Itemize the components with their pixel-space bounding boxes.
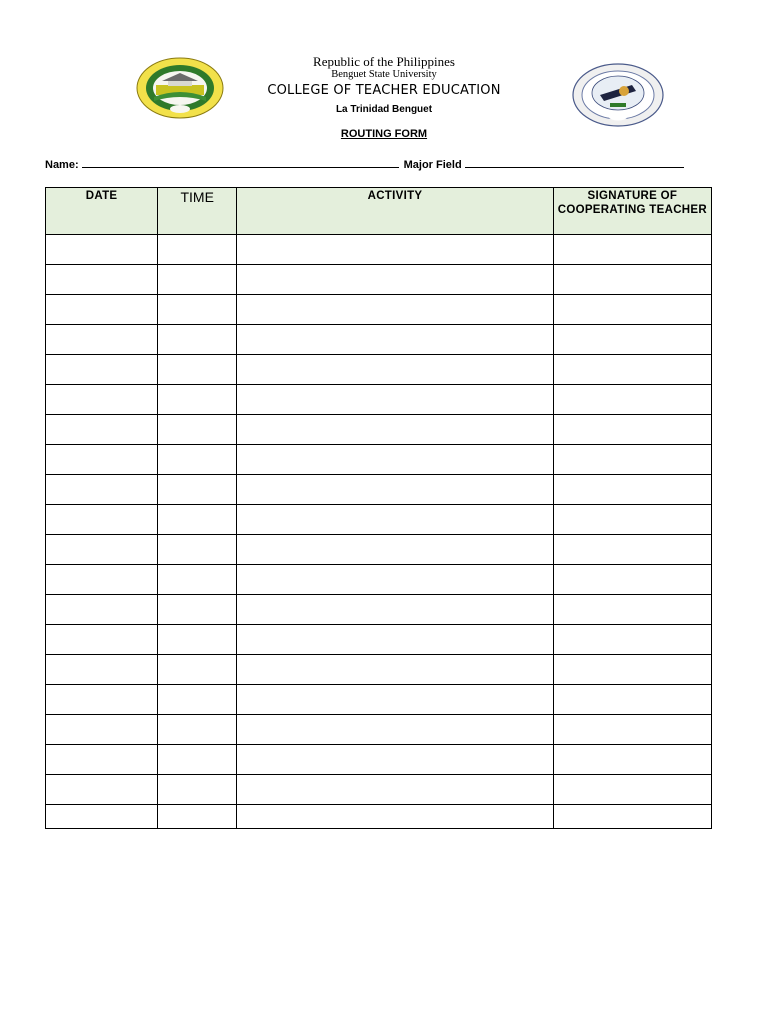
time-cell[interactable] bbox=[158, 355, 237, 385]
date-cell[interactable] bbox=[46, 655, 158, 685]
time-cell[interactable] bbox=[158, 325, 237, 355]
signature-cell[interactable] bbox=[553, 535, 711, 565]
activity-cell[interactable] bbox=[237, 415, 553, 445]
table-row bbox=[46, 565, 712, 595]
time-cell[interactable] bbox=[158, 805, 237, 829]
time-column-header: TIME bbox=[158, 188, 237, 235]
date-cell[interactable] bbox=[46, 625, 158, 655]
college-name: COLLEGE OF TEACHER EDUCATION bbox=[267, 83, 501, 98]
time-cell[interactable] bbox=[158, 625, 237, 655]
date-cell[interactable] bbox=[46, 385, 158, 415]
table-header-row bbox=[46, 188, 712, 235]
date-cell[interactable] bbox=[46, 685, 158, 715]
date-cell[interactable] bbox=[46, 775, 158, 805]
name-major-line bbox=[45, 157, 705, 171]
table-row bbox=[46, 385, 712, 415]
signature-column-header: SIGNATURE OF COOPERATING TEACHER bbox=[553, 188, 711, 235]
signature-cell[interactable] bbox=[553, 565, 711, 595]
signature-cell[interactable] bbox=[553, 775, 711, 805]
time-cell[interactable] bbox=[158, 385, 237, 415]
activity-cell[interactable] bbox=[237, 805, 553, 829]
activity-cell[interactable] bbox=[237, 385, 553, 415]
date-cell[interactable] bbox=[46, 235, 158, 265]
date-column-header: DATE bbox=[46, 188, 158, 235]
activity-cell[interactable] bbox=[237, 505, 553, 535]
signature-cell[interactable] bbox=[553, 415, 711, 445]
name-label: Name: bbox=[45, 159, 79, 171]
table-row bbox=[46, 685, 712, 715]
table-row bbox=[46, 505, 712, 535]
table-row bbox=[46, 625, 712, 655]
time-cell[interactable] bbox=[158, 715, 237, 745]
time-cell[interactable] bbox=[158, 415, 237, 445]
activity-cell[interactable] bbox=[237, 325, 553, 355]
location-text: La Trinidad Benguet bbox=[335, 104, 433, 115]
table-row bbox=[46, 655, 712, 685]
time-cell[interactable] bbox=[158, 295, 237, 325]
time-cell[interactable] bbox=[158, 235, 237, 265]
table-row bbox=[46, 355, 712, 385]
date-cell[interactable] bbox=[46, 445, 158, 475]
signature-cell[interactable] bbox=[553, 715, 711, 745]
time-cell[interactable] bbox=[158, 685, 237, 715]
date-cell[interactable] bbox=[46, 805, 158, 829]
table-row bbox=[46, 235, 712, 265]
time-cell[interactable] bbox=[158, 595, 237, 625]
date-cell[interactable] bbox=[46, 715, 158, 745]
date-cell[interactable] bbox=[46, 355, 158, 385]
table-row bbox=[46, 325, 712, 355]
time-cell[interactable] bbox=[158, 745, 237, 775]
signature-cell[interactable] bbox=[553, 445, 711, 475]
activity-cell[interactable] bbox=[237, 535, 553, 565]
time-cell[interactable] bbox=[158, 655, 237, 685]
table-row bbox=[46, 805, 712, 829]
time-cell[interactable] bbox=[158, 505, 237, 535]
date-cell[interactable] bbox=[46, 265, 158, 295]
signature-cell[interactable] bbox=[553, 295, 711, 325]
table-row bbox=[46, 745, 712, 775]
signature-cell[interactable] bbox=[553, 325, 711, 355]
time-cell[interactable] bbox=[158, 265, 237, 295]
activity-cell[interactable] bbox=[237, 475, 553, 505]
date-cell[interactable] bbox=[46, 295, 158, 325]
date-cell[interactable] bbox=[46, 535, 158, 565]
time-cell[interactable] bbox=[158, 565, 237, 595]
table-row bbox=[46, 715, 712, 745]
activity-cell[interactable] bbox=[237, 715, 553, 745]
activity-cell[interactable] bbox=[237, 445, 553, 475]
date-cell[interactable] bbox=[46, 505, 158, 535]
date-cell[interactable] bbox=[46, 475, 158, 505]
date-cell[interactable] bbox=[46, 745, 158, 775]
form-title: ROUTING FORM bbox=[340, 128, 428, 140]
table-row bbox=[46, 415, 712, 445]
signature-cell[interactable] bbox=[553, 625, 711, 655]
activity-cell[interactable] bbox=[237, 565, 553, 595]
activity-cell[interactable] bbox=[237, 655, 553, 685]
name-field[interactable] bbox=[82, 157, 399, 168]
activity-cell[interactable] bbox=[237, 685, 553, 715]
signature-cell[interactable] bbox=[553, 745, 711, 775]
routing-table bbox=[45, 187, 712, 829]
table-row bbox=[46, 445, 712, 475]
date-cell[interactable] bbox=[46, 595, 158, 625]
activity-cell[interactable] bbox=[237, 625, 553, 655]
activity-cell[interactable] bbox=[237, 235, 553, 265]
activity-cell[interactable] bbox=[237, 355, 553, 385]
table-row bbox=[46, 265, 712, 295]
date-cell[interactable] bbox=[46, 565, 158, 595]
date-cell[interactable] bbox=[46, 415, 158, 445]
table-row bbox=[46, 295, 712, 325]
activity-cell[interactable] bbox=[237, 775, 553, 805]
signature-cell[interactable] bbox=[553, 805, 711, 829]
activity-cell[interactable] bbox=[237, 745, 553, 775]
major-field[interactable] bbox=[465, 157, 684, 168]
activity-cell[interactable] bbox=[237, 265, 553, 295]
signature-cell[interactable] bbox=[553, 235, 711, 265]
date-cell[interactable] bbox=[46, 325, 158, 355]
table-row bbox=[46, 595, 712, 625]
signature-cell[interactable] bbox=[553, 355, 711, 385]
activity-cell[interactable] bbox=[237, 295, 553, 325]
signature-cell[interactable] bbox=[553, 655, 711, 685]
time-cell[interactable] bbox=[158, 445, 237, 475]
signature-cell[interactable] bbox=[553, 385, 711, 415]
table-row bbox=[46, 475, 712, 505]
table-body bbox=[46, 235, 712, 829]
university-name: Benguet State University bbox=[331, 69, 437, 80]
signature-cell[interactable] bbox=[553, 265, 711, 295]
letterhead bbox=[0, 54, 768, 117]
table-row bbox=[46, 535, 712, 565]
signature-cell[interactable] bbox=[553, 505, 711, 535]
signature-cell[interactable] bbox=[553, 475, 711, 505]
time-cell[interactable] bbox=[158, 535, 237, 565]
table-row bbox=[46, 775, 712, 805]
time-cell[interactable] bbox=[158, 775, 237, 805]
major-field-label: Major Field bbox=[403, 159, 462, 171]
activity-column-header: ACTIVITY bbox=[237, 188, 553, 235]
republic-heading: Republic of the Philippines bbox=[313, 54, 455, 69]
activity-cell[interactable] bbox=[237, 595, 553, 625]
time-cell[interactable] bbox=[158, 475, 237, 505]
signature-cell[interactable] bbox=[553, 685, 711, 715]
signature-cell[interactable] bbox=[553, 595, 711, 625]
